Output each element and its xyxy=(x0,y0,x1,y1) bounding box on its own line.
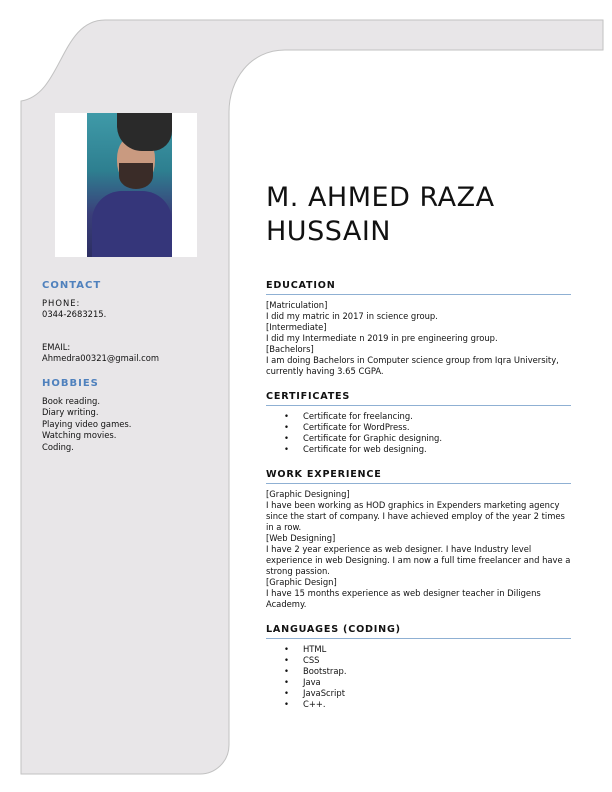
hobbies-section xyxy=(42,378,131,453)
contact-heading: CONTACT xyxy=(42,280,102,291)
candidate-name xyxy=(266,181,495,249)
certificate-item: • Certificate for WordPress. xyxy=(284,422,571,433)
work-heading: WORK EXPERIENCE xyxy=(266,469,571,484)
certificate-item: • Certificate for web designing. xyxy=(284,444,571,455)
work-experience-section xyxy=(266,469,571,610)
language-item: • Bootstrap. xyxy=(284,666,571,677)
certificates-section xyxy=(266,391,571,455)
phone-label: PHONE: xyxy=(42,297,81,308)
name-line: M. AHMED RAZA xyxy=(266,182,495,213)
hobby-item: Diary writing. xyxy=(42,407,99,417)
work-line: [Graphic Design] xyxy=(266,577,337,587)
education-line: [Bachelors] xyxy=(266,344,314,354)
contact-section xyxy=(42,280,159,365)
hobbies-heading: HOBBIES xyxy=(42,378,99,389)
name-line: HUSSAIN xyxy=(266,216,391,247)
language-item: • Java xyxy=(284,677,571,688)
phone-value: 0344-2683215. xyxy=(42,309,107,319)
languages-section xyxy=(266,624,571,710)
education-line: [Intermediate] xyxy=(266,322,327,332)
email-value: Ahmedra00321@gmail.com xyxy=(42,353,160,363)
language-item: • HTML xyxy=(284,644,571,655)
language-item: • JavaScript xyxy=(284,688,571,699)
language-item: • C++. xyxy=(284,699,571,710)
languages-heading: LANGUAGES (CODING) xyxy=(266,624,571,639)
work-line: I have 2 year experience as web designer. I have Industry level experience in web Designing. I am now a full time freelancer and have a strong passion. xyxy=(266,544,571,576)
work-line: I have been working as HOD graphics in Expenders marketing agency since the start of company. I have achieved employ of the year 2 times in a row. xyxy=(266,500,565,532)
work-line: [Web Designing] xyxy=(266,533,336,543)
hobby-item: Watching movies. xyxy=(42,430,117,440)
certificate-item: • Certificate for Graphic designing. xyxy=(284,433,571,444)
email-label: EMAIL: xyxy=(42,341,71,352)
education-line: I did my Intermediate n 2019 in pre engineering group. xyxy=(266,333,498,343)
hobby-item: Playing video games. xyxy=(42,418,132,429)
work-line: [Graphic Designing] xyxy=(266,489,350,499)
work-line: I have 15 months experience as web designer teacher in Diligens Academy. xyxy=(266,588,541,609)
certificate-item: • Certificate for freelancing. xyxy=(284,411,571,422)
education-line: [Matriculation] xyxy=(266,300,328,310)
hobby-item: Coding. xyxy=(42,441,74,452)
education-line: I am doing Bachelors in Computer science group from Iqra University, currently having 3.65 CGPA. xyxy=(266,355,559,376)
hobby-item: Book reading. xyxy=(42,395,100,406)
language-item: • CSS xyxy=(284,655,571,666)
profile-photo xyxy=(55,113,197,257)
education-heading: EDUCATION xyxy=(266,280,571,295)
certificates-heading: CERTIFICATES xyxy=(266,391,571,406)
education-line: I did my matric in 2017 in science group. xyxy=(266,311,438,321)
education-section xyxy=(266,280,571,377)
